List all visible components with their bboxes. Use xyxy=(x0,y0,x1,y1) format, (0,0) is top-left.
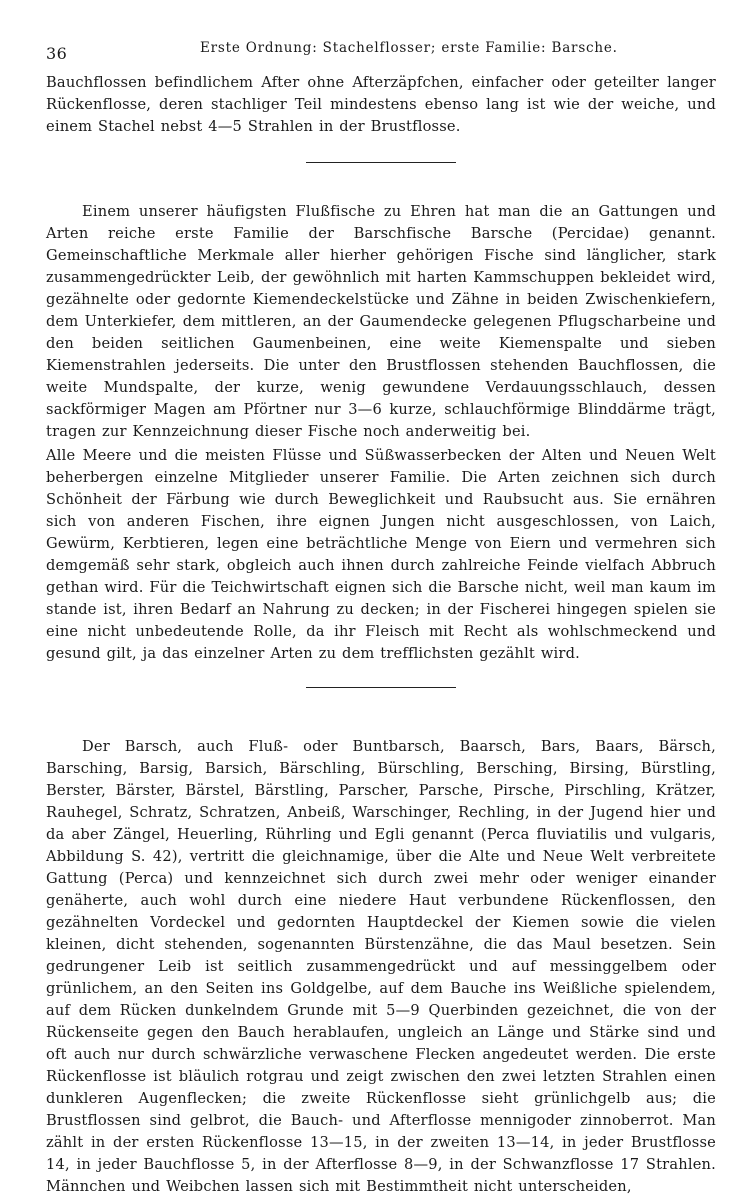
intro-paragraph: Bauchflossen befindlichem After ohne Afterzäpfchen, einfacher oder geteilter langer Rückenflosse, deren stachliger Teil mindestens ebenso lang ist wie der weiche, und einem Stachel nebst 4—5 Strahlen in der Brustflosse. xyxy=(46,74,716,135)
page-header xyxy=(46,34,716,64)
barsch-paragraph: Der Barsch, auch Fluß- oder Buntbarsch, Baarsch, Bars, Baars, Bärsch, Barsching, Barsig, Barsich, Bärschling, Bürschling, Bersching, Birsing, Bürstling, Berster, Bärster, Bärstel, Bärstling, Parscher, Parsche, Pirsche, Pirschling, Krätzer, Rauhegel, Schratz, Schratzen, Anbeiß, Warschinger, Rechling, in der Jugend hier und da aber Zängel, Heuerling, Rührling und Egli genannt (Perca fluviatilis und vulgaris, Abbildung S. 42), vertritt die gleichnamige, über die Alte und Neue Welt verbreitete Gattung (Perca) und kennzeichnet sich durch zwei mehr oder weniger einander genäherte, auch wohl durch eine niedere Haut verbundene Rückenflossen, den gezähnelten Vordeckel und gedornten Hauptdeckel der Kiemen sowie die vielen kleinen, dicht stehenden, sogenannten Bürstenzähne, die das Maul besetzen. Sein gedrungener Leib ist seitlich zusammengedrückt und auf messinggelbem oder grünlichem, an den Seiten ins Goldgelbe, auf dem Bauche ins Weißliche spielendem, auf dem Rücken dunkelndem Grunde mit 5—9 Querbinden gezeichnet, die von der Rückenseite gegen den Bauch herablaufen, ungleich an Länge und Stärke sind und oft auch nur durch schwärzliche verwaschene Flecken angedeutet werden. Die erste Rückenflosse ist bläulich rotgrau und zeigt zwischen den zwei letzten Strahlen einen dunkleren Augenflecken; die zweite Rückenflosse sieht grünlichgelb aus; die Brustflossen sind gelbrot, die Bauch- und Afterflosse mennigoder zinnoberrot. Man zählt in der ersten Rückenflosse 13—15, in der zweiten 13—14, in jeder Brustflosse 14, in jeder Bauchflosse 5, in der Afterflosse 8—9, in der Schwanzflosse 17 Strahlen. Männchen und Weibchen lassen sich mit Bestimmtheit nicht unterscheiden, xyxy=(46,738,716,1195)
family-paragraph-1: Einem unserer häufigsten Flußfische zu Ehren hat man die an Gattungen und Arten reiche erste Familie der Barschfische Barsche (Percidae) genannt. Gemeinschaftliche Merkmale aller hierher gehörigen Fische sind länglicher, stark zusammengedrückter Leib, der gewöhnlich mit harten Kammschuppen bekleidet wird, gezähnelte oder gedornte Kiemendeckelstücke und Zähne in beiden Zwischenkiefern, dem Unterkiefer, dem mittleren, an der Gaumendecke gelegenen Pflugscharbeine und den beiden seitlichen Gaumenbeinen, eine weite Kiemenspalte und sieben Kiemenstrahlen jederseits. Die unter den Brustflossen stehenden Bauchflossen, die weite Mundspalte, der kurze, wenig gewundene Verdauungsschlauch, dessen sackförmiger Magen am Pförtner nur 3—6 kurze, schlauchförmige Blinddärme trägt, tragen zur Kennzeichnung dieser Fische noch anderweitig bei. xyxy=(46,203,716,440)
running-head: Erste Ordnung: Stachelflosser; erste Familie: Barsche. xyxy=(200,40,618,56)
section-divider xyxy=(306,687,456,688)
page-number: 36 xyxy=(46,44,68,63)
family-paragraph-2: Alle Meere und die meisten Flüsse und Süßwasserbecken der Alten und Neuen Welt beherbergen einzelne Mitglieder unserer Familie. Die Arten zeichnen sich durch Schönheit der Färbung wie durch Beweglichkeit und Raubsucht aus. Sie ernähren sich von anderen Fischen, ihre eignen Jungen nicht ausgeschlossen, von Laich, Gewürm, Kerbtieren, legen eine beträchtliche Menge von Eiern und vermehren sich demgemäß sehr stark, obgleich auch ihnen durch zahlreiche Feinde vielfach Abbruch gethan wird. Für die Teichwirtschaft eignen sich die Barsche nicht, weil man kaum im stande ist, ihren Bedarf an Nahrung zu decken; in der Fischerei hingegen spielen sie eine nicht unbedeutende Rolle, da ihr Fleisch mit Recht als wohlschmeckend und gesund gilt, ja das einzelner Arten zu dem trefflichsten gezählt wird. xyxy=(46,447,716,662)
section-divider xyxy=(306,162,456,163)
